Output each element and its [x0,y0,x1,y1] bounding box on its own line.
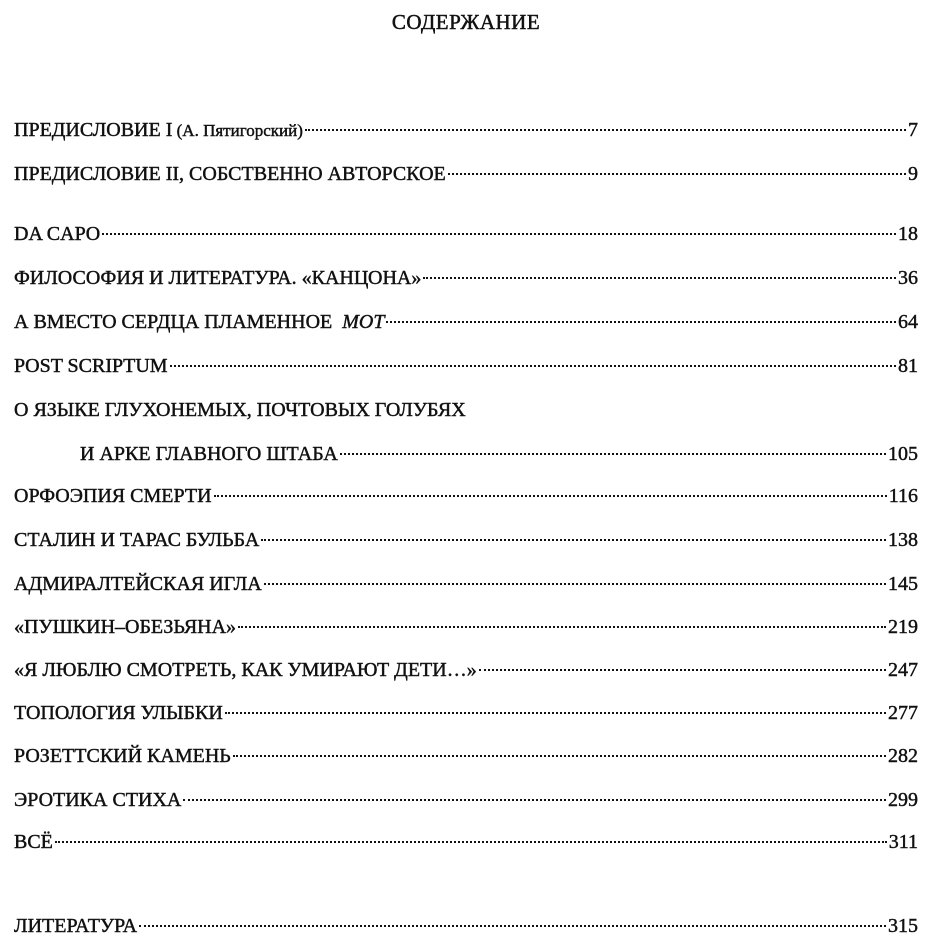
toc-entry-title: «ПУШКИН–ОБЕЗЬЯНА» [14,616,237,638]
page-title: СОДЕРЖАНИЕ [391,10,541,34]
toc-entry-title: ЛИТЕРАТУРА [14,915,138,937]
toc-entry-title: DA CAPO [14,223,101,245]
toc-entry-page: 116 [888,485,918,507]
dot-leader [479,669,886,671]
toc-entry-erotics[interactable] [14,786,918,814]
dot-leader [139,925,886,927]
toc-entry-page: 9 [908,163,918,185]
toc-entry-title: POST SCRIPTUM [14,355,168,377]
toc-entry-page: 105 [888,443,918,465]
dot-leader [55,841,887,843]
toc-entry-page: 7 [908,119,918,141]
toc-entry-title: ЭРОТИКА СТИХА [14,789,182,811]
toc-entry-title: СТАЛИН И ТАРАС БУЛЬБА [14,529,260,551]
toc-entry-literature[interactable] [14,912,918,940]
toc-entry-stalin[interactable] [14,526,918,554]
toc-entry-orthoepy[interactable] [14,482,918,510]
toc-entry-all[interactable] [14,828,918,856]
toc-entry-children[interactable] [14,656,918,684]
toc-entry-heart[interactable] [14,308,918,336]
toc-entry-page: 81 [898,355,918,377]
toc-entry-page: 145 [888,573,918,595]
toc-entry-title: ВСЁ [14,831,53,853]
dot-leader [423,277,896,279]
toc-entry-title: ОРФОЭПИЯ СМЕРТИ [14,485,212,507]
toc-entry-rosetta[interactable] [14,742,918,770]
toc-entry-page: 277 [888,702,918,724]
toc-entry-post-scriptum[interactable] [14,352,918,380]
toc-entry-title: И АРКЕ ГЛАВНОГО ШТАБА [80,443,338,465]
toc-entry-topology[interactable] [14,699,918,727]
dot-leader [183,799,886,801]
toc-entry-preface-2[interactable] [14,160,918,188]
toc-entry-page: 311 [888,831,918,853]
toc-entry-title: ПРЕДИСЛОВИЕ I (А. Пятигорский) [14,119,303,141]
toc-entry-title: ФИЛОСОФИЯ И ЛИТЕРАТУРА. «КАНЦОНА» [14,267,422,289]
toc-entry-page: 282 [888,745,918,767]
toc-entry-page: 138 [888,529,918,551]
dot-leader [340,453,886,455]
toc-entry-title: АДМИРАЛТЕЙСКАЯ ИГЛА [14,573,262,595]
toc-entry-preface-1[interactable] [14,116,918,144]
toc-entry-title: А ВМЕСТО СЕРДЦА ПЛАМЕННОЕ МОТ [14,311,385,333]
dot-leader [233,755,886,757]
toc-entry-page: 18 [898,223,918,245]
toc-entry-philosophy[interactable] [14,264,918,292]
toc-entry-title: РОЗЕТТСКИЙ КАМЕНЬ [14,745,231,767]
dot-leader [102,233,896,235]
toc-entry-title-line1[interactable]: О ЯЗЫКЕ ГЛУХОНЕМЫХ, ПОЧТОВЫХ ГОЛУБЯХ [14,399,466,421]
toc-entry-page: 247 [888,659,918,681]
toc-entry-title: ПРЕДИСЛОВИЕ II, СОБСТВЕННО АВТОРСКОЕ [14,163,446,185]
dot-leader [261,539,886,541]
toc-entry-page: 64 [898,311,918,333]
dot-leader [214,495,887,497]
dot-leader [305,129,906,131]
toc-entry-page: 315 [888,915,918,937]
toc-entry-page: 219 [888,616,918,638]
dot-leader [448,173,906,175]
toc-entry-pushkin[interactable] [14,613,918,641]
dot-leader [264,583,886,585]
toc-entry-title: ТОПОЛОГИЯ УЛЫБКИ [14,702,223,724]
dot-leader [225,712,886,714]
dot-leader [170,365,896,367]
toc-entry-title: «Я ЛЮБЛЮ СМОТРЕТЬ, КАК УМИРАЮТ ДЕТИ…» [14,659,477,681]
toc-entry-page: 36 [898,267,918,289]
toc-entry-admiralty[interactable] [14,570,918,598]
toc-entry-da-capo[interactable] [14,220,918,248]
dot-leader [238,626,886,628]
toc-entry-deaf-mute[interactable] [80,440,918,468]
toc-entry-page: 299 [888,789,918,811]
dot-leader [386,321,896,323]
